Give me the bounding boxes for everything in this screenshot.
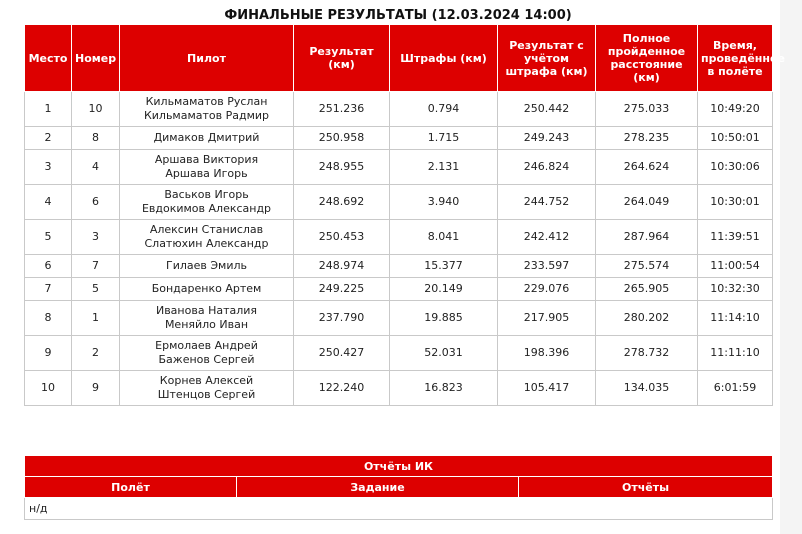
pilot-name: Гилаев Эмиль — [165, 259, 248, 272]
col-header-result: Результат (км) — [294, 25, 390, 92]
cell-place: 4 — [25, 185, 72, 220]
page-title: ФИНАЛЬНЫЕ РЕЗУЛЬТАТЫ (12.03.2024 14:00) — [224, 8, 572, 23]
table-row — [25, 185, 773, 220]
cell-number: 2 — [72, 336, 120, 371]
pilot-name: Корнев Алексей — [159, 374, 254, 387]
cell-place: 6 — [25, 255, 72, 278]
cell-result-with-penalty: 249.243 — [498, 127, 596, 150]
table-row — [25, 371, 773, 406]
cell-result: 251.236 — [294, 92, 390, 127]
cell-pilot — [120, 185, 294, 220]
ik-title-row — [25, 456, 773, 477]
cell-total-distance: 265.905 — [596, 278, 698, 301]
cell-flight-time: 10:30:01 — [698, 185, 773, 220]
cell-flight-time: 11:39:51 — [698, 220, 773, 255]
cell-total-distance: 264.049 — [596, 185, 698, 220]
cell-result: 250.427 — [294, 336, 390, 371]
cell-total-distance: 287.964 — [596, 220, 698, 255]
col-header-result-with-penalty: Результат с учётом штрафа (км) — [498, 25, 596, 92]
cell-total-distance: 278.732 — [596, 336, 698, 371]
pilot-name: Ермолаев Андрей — [155, 339, 258, 352]
cell-result-with-penalty: 246.824 — [498, 150, 596, 185]
cell-pilot — [120, 301, 294, 336]
cell-result-with-penalty: 244.752 — [498, 185, 596, 220]
cell-result: 248.955 — [294, 150, 390, 185]
ik-reports-table — [24, 455, 773, 520]
cell-total-distance: 275.574 — [596, 255, 698, 278]
cell-penalties: 52.031 — [390, 336, 498, 371]
cell-pilot — [120, 92, 294, 127]
ik-col-header-task: Задание — [237, 477, 519, 498]
table-row — [25, 92, 773, 127]
ik-empty-row — [25, 498, 773, 520]
cell-number: 4 — [72, 150, 120, 185]
cell-result-with-penalty: 217.905 — [498, 301, 596, 336]
table-row — [25, 220, 773, 255]
pilot-name: Бондаренко Артем — [151, 282, 262, 295]
table-row — [25, 127, 773, 150]
pilot-name: Димаков Дмитрий — [153, 131, 260, 144]
cell-number: 5 — [72, 278, 120, 301]
cell-total-distance: 264.624 — [596, 150, 698, 185]
ik-col-header-reports: Отчёты — [519, 477, 773, 498]
ik-empty-text: н/д — [25, 498, 773, 520]
cell-penalties: 15.377 — [390, 255, 498, 278]
cell-pilot — [120, 336, 294, 371]
cell-place: 3 — [25, 150, 72, 185]
cell-flight-time: 10:49:20 — [698, 92, 773, 127]
cell-flight-time: 10:30:06 — [698, 150, 773, 185]
cell-result-with-penalty: 198.396 — [498, 336, 596, 371]
cell-place: 7 — [25, 278, 72, 301]
cell-place: 10 — [25, 371, 72, 406]
cell-place: 5 — [25, 220, 72, 255]
cell-total-distance: 275.033 — [596, 92, 698, 127]
cell-result: 249.225 — [294, 278, 390, 301]
table-row — [25, 301, 773, 336]
cell-result: 237.790 — [294, 301, 390, 336]
cell-result: 250.453 — [294, 220, 390, 255]
cell-penalties: 3.940 — [390, 185, 498, 220]
pilot-name: Баженов Сергей — [158, 353, 255, 366]
col-header-penalties: Штрафы (км) — [390, 25, 498, 92]
ik-reports-title: Отчёты ИК — [25, 456, 773, 477]
cell-place: 2 — [25, 127, 72, 150]
col-header-number: Номер — [72, 25, 120, 92]
table-row — [25, 150, 773, 185]
cell-place: 1 — [25, 92, 72, 127]
pilot-name: Иванова Наталия — [155, 304, 258, 317]
cell-total-distance: 134.035 — [596, 371, 698, 406]
cell-result-with-penalty: 105.417 — [498, 371, 596, 406]
cell-flight-time: 11:00:54 — [698, 255, 773, 278]
cell-number: 1 — [72, 301, 120, 336]
cell-flight-time: 10:32:30 — [698, 278, 773, 301]
cell-place: 9 — [25, 336, 72, 371]
ik-header-row — [25, 477, 773, 498]
cell-penalties: 19.885 — [390, 301, 498, 336]
pilot-name: Васьков Игорь — [164, 188, 249, 201]
cell-result-with-penalty: 250.442 — [498, 92, 596, 127]
pilot-name: Меняйло Иван — [164, 318, 249, 331]
cell-penalties: 8.041 — [390, 220, 498, 255]
results-table — [24, 24, 786, 406]
cell-result-with-penalty: 229.076 — [498, 278, 596, 301]
pilot-name: Евдокимов Александр — [141, 202, 272, 215]
col-header-place: Место — [25, 25, 72, 92]
cell-result: 248.692 — [294, 185, 390, 220]
table-row — [25, 278, 773, 301]
cell-number: 8 — [72, 127, 120, 150]
table-row — [25, 255, 773, 278]
cell-pilot — [120, 220, 294, 255]
pilot-name: Штенцов Сергей — [157, 388, 256, 401]
col-header-pilot: Пилот — [120, 25, 294, 92]
cell-number: 6 — [72, 185, 120, 220]
pilot-name: Аршава Игорь — [165, 167, 248, 180]
cell-flight-time: 10:50:01 — [698, 127, 773, 150]
cell-penalties: 1.715 — [390, 127, 498, 150]
cell-result-with-penalty: 242.412 — [498, 220, 596, 255]
cell-flight-time: 6:01:59 — [698, 371, 773, 406]
cell-penalties: 0.794 — [390, 92, 498, 127]
ik-col-header-flight: Полёт — [25, 477, 237, 498]
pilot-name: Алексин Станислав — [149, 223, 264, 236]
cell-pilot — [120, 127, 294, 150]
cell-pilot — [120, 255, 294, 278]
cell-number: 9 — [72, 371, 120, 406]
cell-flight-time: 11:11:10 — [698, 336, 773, 371]
pilot-name: Слатюхин Александр — [144, 237, 269, 250]
cell-result: 248.974 — [294, 255, 390, 278]
cell-penalties: 2.131 — [390, 150, 498, 185]
col-header-flight-time: Время, проведённое в полёте — [698, 25, 773, 92]
results-body — [25, 92, 773, 406]
pilot-name: Аршава Виктория — [154, 153, 259, 166]
cell-number: 7 — [72, 255, 120, 278]
cell-number: 3 — [72, 220, 120, 255]
cell-pilot — [120, 150, 294, 185]
col-header-total-distance: Полное пройденное расстояние (км) — [596, 25, 698, 92]
pilot-name: Кильмаматов Радмир — [143, 109, 270, 122]
cell-pilot — [120, 371, 294, 406]
pilot-name: Кильмаматов Руслан — [145, 95, 268, 108]
cell-result-with-penalty: 233.597 — [498, 255, 596, 278]
cell-total-distance: 278.235 — [596, 127, 698, 150]
table-row — [25, 336, 773, 371]
cell-flight-time: 11:14:10 — [698, 301, 773, 336]
cell-penalties: 20.149 — [390, 278, 498, 301]
cell-place: 8 — [25, 301, 72, 336]
cell-number: 10 — [72, 92, 120, 127]
cell-penalties: 16.823 — [390, 371, 498, 406]
results-header-row — [25, 25, 773, 92]
cell-total-distance: 280.202 — [596, 301, 698, 336]
cell-result: 122.240 — [294, 371, 390, 406]
cell-pilot — [120, 278, 294, 301]
cell-result: 250.958 — [294, 127, 390, 150]
